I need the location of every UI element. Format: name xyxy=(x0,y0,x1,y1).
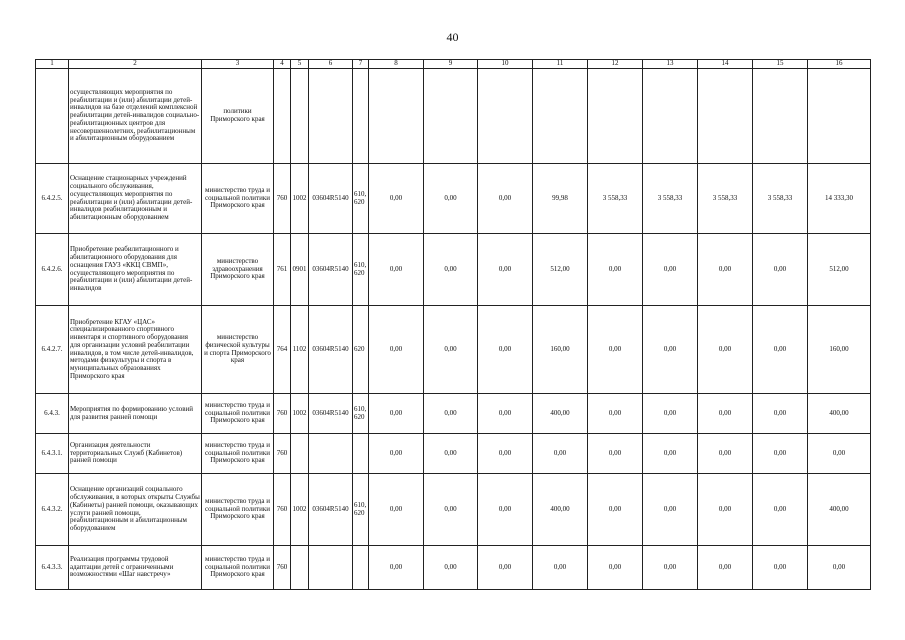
code-grbs: 760 xyxy=(274,164,291,234)
row-number: 6.4.2.6. xyxy=(36,234,69,306)
value-cell: 3 558,33 xyxy=(698,164,753,234)
code-expense-type: 610, 620 xyxy=(353,234,369,306)
code-grbs: 760 xyxy=(274,434,291,474)
table-row xyxy=(36,164,871,234)
value-cell: 3 558,33 xyxy=(753,164,808,234)
table-row xyxy=(36,546,871,590)
row-number: 6.4.3.2. xyxy=(36,474,69,546)
value-cell: 512,00 xyxy=(808,234,871,306)
budget-table xyxy=(35,59,871,590)
code-section: 1102 xyxy=(291,306,309,394)
value-cell: 0,00 xyxy=(588,474,643,546)
table-row xyxy=(36,234,871,306)
value-cell xyxy=(753,69,808,164)
responsible-executor: политики Приморского края xyxy=(202,69,274,164)
column-header: 3 xyxy=(202,60,274,69)
value-cell xyxy=(588,69,643,164)
value-cell: 400,00 xyxy=(808,394,871,434)
column-header: 14 xyxy=(698,60,753,69)
page-number: 40 xyxy=(446,30,459,44)
value-cell: 0,00 xyxy=(478,234,533,306)
value-cell: 0,00 xyxy=(424,546,478,590)
column-header: 2 xyxy=(69,60,202,69)
code-section xyxy=(291,546,309,590)
code-section xyxy=(291,69,309,164)
value-cell: 0,00 xyxy=(753,234,808,306)
column-header: 13 xyxy=(643,60,698,69)
code-expense-type xyxy=(353,69,369,164)
column-header: 7 xyxy=(353,60,369,69)
code-grbs: 760 xyxy=(274,546,291,590)
code-grbs: 764 xyxy=(274,306,291,394)
row-name: Реализация программы трудовой адаптации детей с ограниченными возможностями «Шаг навстречу» xyxy=(69,546,202,590)
value-cell: 0,00 xyxy=(478,474,533,546)
row-number: 6.4.2.7. xyxy=(36,306,69,394)
column-header: 9 xyxy=(424,60,478,69)
value-cell: 512,00 xyxy=(533,234,588,306)
value-cell xyxy=(808,69,871,164)
value-cell: 0,00 xyxy=(698,546,753,590)
value-cell: 0,00 xyxy=(753,474,808,546)
row-name: Приобретение КГАУ «ЦАС» специализированного спортивного инвентаря и спортивного оборудования для организации условий реабилитации инвалидов, в том числе детей-инвалидов, методами физкультуры и спорта в муниципальных образованиях Приморского края xyxy=(69,306,202,394)
code-grbs xyxy=(274,69,291,164)
value-cell: 99,98 xyxy=(533,164,588,234)
value-cell: 400,00 xyxy=(808,474,871,546)
value-cell: 0,00 xyxy=(753,434,808,474)
value-cell: 0,00 xyxy=(698,474,753,546)
code-section xyxy=(291,434,309,474)
value-cell: 0,00 xyxy=(478,434,533,474)
value-cell: 0,00 xyxy=(808,546,871,590)
code-target: 03604R5140 xyxy=(309,234,353,306)
row-number: 6.4.2.5. xyxy=(36,164,69,234)
column-header: 5 xyxy=(291,60,309,69)
value-cell xyxy=(424,69,478,164)
table-row xyxy=(36,434,871,474)
value-cell: 0,00 xyxy=(698,306,753,394)
value-cell: 0,00 xyxy=(424,394,478,434)
code-target xyxy=(309,546,353,590)
value-cell xyxy=(369,69,424,164)
responsible-executor: министерство физической культуры и спорта Приморского края xyxy=(202,306,274,394)
value-cell: 0,00 xyxy=(478,546,533,590)
value-cell: 0,00 xyxy=(478,306,533,394)
column-header: 16 xyxy=(808,60,871,69)
row-number xyxy=(36,69,69,164)
value-cell: 0,00 xyxy=(643,234,698,306)
code-target: 03604R5140 xyxy=(309,394,353,434)
value-cell xyxy=(698,69,753,164)
column-header: 15 xyxy=(753,60,808,69)
column-header: 11 xyxy=(533,60,588,69)
value-cell: 400,00 xyxy=(533,474,588,546)
value-cell xyxy=(643,69,698,164)
row-name: Организация деятельности территориальных Служб (Кабинетов) ранней помощи xyxy=(69,434,202,474)
code-grbs: 761 xyxy=(274,234,291,306)
value-cell: 0,00 xyxy=(533,546,588,590)
value-cell: 0,00 xyxy=(369,474,424,546)
row-name: Приобретение реабилитационного и абилитационного оборудования для оснащения ГАУЗ «ККЦ СВМП», осуществляющего мероприятия по реабилитации и (или) абилитации детей-инвалидов xyxy=(69,234,202,306)
value-cell: 0,00 xyxy=(369,434,424,474)
code-expense-type: 610, 620 xyxy=(353,164,369,234)
value-cell: 0,00 xyxy=(643,306,698,394)
table-row xyxy=(36,394,871,434)
responsible-executor: министерство труда и социальной политики Приморского края xyxy=(202,164,274,234)
value-cell: 160,00 xyxy=(808,306,871,394)
value-cell: 0,00 xyxy=(643,434,698,474)
code-grbs: 760 xyxy=(274,474,291,546)
table-row xyxy=(36,69,871,164)
table-row xyxy=(36,306,871,394)
value-cell xyxy=(533,69,588,164)
value-cell: 0,00 xyxy=(588,546,643,590)
row-name: Оснащение стационарных учреждений социального обслуживания, осуществляющих мероприятия по реабилитации и (или) абилитации детей-инвалидов реабилитационным и абилитационным оборудованием xyxy=(69,164,202,234)
code-target: 03604R5140 xyxy=(309,164,353,234)
responsible-executor: министерство труда и социальной политики Приморского края xyxy=(202,434,274,474)
code-section: 1002 xyxy=(291,474,309,546)
code-expense-type xyxy=(353,434,369,474)
code-target: 03604R5140 xyxy=(309,474,353,546)
value-cell: 0,00 xyxy=(588,306,643,394)
value-cell xyxy=(478,69,533,164)
value-cell: 0,00 xyxy=(424,234,478,306)
responsible-executor: министерство здравоохранения Приморского края xyxy=(202,234,274,306)
value-cell: 0,00 xyxy=(643,546,698,590)
value-cell: 0,00 xyxy=(698,434,753,474)
header-row xyxy=(36,60,871,69)
code-expense-type xyxy=(353,546,369,590)
responsible-executor: министерство труда и социальной политики Приморского края xyxy=(202,474,274,546)
code-section: 1002 xyxy=(291,394,309,434)
value-cell: 0,00 xyxy=(588,394,643,434)
row-number: 6.4.3. xyxy=(36,394,69,434)
code-target xyxy=(309,434,353,474)
table-row xyxy=(36,474,871,546)
value-cell: 0,00 xyxy=(753,394,808,434)
value-cell: 0,00 xyxy=(369,234,424,306)
value-cell: 0,00 xyxy=(369,394,424,434)
value-cell: 0,00 xyxy=(698,234,753,306)
row-name: Мероприятия по формированию условий для развития ранней помощи xyxy=(69,394,202,434)
value-cell: 14 333,30 xyxy=(808,164,871,234)
value-cell: 0,00 xyxy=(808,434,871,474)
value-cell: 0,00 xyxy=(643,394,698,434)
value-cell: 0,00 xyxy=(533,434,588,474)
value-cell: 0,00 xyxy=(753,306,808,394)
code-grbs: 760 xyxy=(274,394,291,434)
value-cell: 0,00 xyxy=(424,164,478,234)
value-cell: 0,00 xyxy=(698,394,753,434)
code-expense-type: 610, 620 xyxy=(353,394,369,434)
row-name: осуществляющих мероприятия по реабилитации и (или) абилитации детей-инвалидов на базе отделений комплексной реабилитации детей-инвалидов социально-реабилитационных центров для несовершеннолетних, реабилитационным и абилитационным оборудованием xyxy=(69,69,202,164)
value-cell: 160,00 xyxy=(533,306,588,394)
value-cell: 0,00 xyxy=(588,234,643,306)
row-number: 6.4.3.3. xyxy=(36,546,69,590)
code-target: 03604R5140 xyxy=(309,306,353,394)
value-cell: 0,00 xyxy=(478,394,533,434)
code-section: 0901 xyxy=(291,234,309,306)
column-header: 4 xyxy=(274,60,291,69)
column-header: 1 xyxy=(36,60,69,69)
code-target xyxy=(309,69,353,164)
code-expense-type: 620 xyxy=(353,306,369,394)
value-cell: 0,00 xyxy=(424,306,478,394)
responsible-executor: министерство труда и социальной политики Приморского края xyxy=(202,546,274,590)
column-header: 6 xyxy=(309,60,353,69)
value-cell: 0,00 xyxy=(478,164,533,234)
value-cell: 0,00 xyxy=(588,434,643,474)
column-header: 8 xyxy=(369,60,424,69)
value-cell: 0,00 xyxy=(753,546,808,590)
row-number: 6.4.3.1. xyxy=(36,434,69,474)
value-cell: 0,00 xyxy=(369,546,424,590)
value-cell: 3 558,33 xyxy=(588,164,643,234)
code-expense-type: 610, 620 xyxy=(353,474,369,546)
value-cell: 0,00 xyxy=(424,474,478,546)
value-cell: 0,00 xyxy=(424,434,478,474)
value-cell: 3 558,33 xyxy=(643,164,698,234)
value-cell: 0,00 xyxy=(643,474,698,546)
row-name: Оснащение организаций социального обслуживания, в которых открыты Службы (Кабинеты) ранней помощи, оказывающих услуги ранней помощи, реабилитационным и абилитационным оборудованием xyxy=(69,474,202,546)
responsible-executor: министерство труда и социальной политики Приморского края xyxy=(202,394,274,434)
value-cell: 400,00 xyxy=(533,394,588,434)
code-section: 1002 xyxy=(291,164,309,234)
value-cell: 0,00 xyxy=(369,306,424,394)
column-header: 12 xyxy=(588,60,643,69)
value-cell: 0,00 xyxy=(369,164,424,234)
column-header: 10 xyxy=(478,60,533,69)
